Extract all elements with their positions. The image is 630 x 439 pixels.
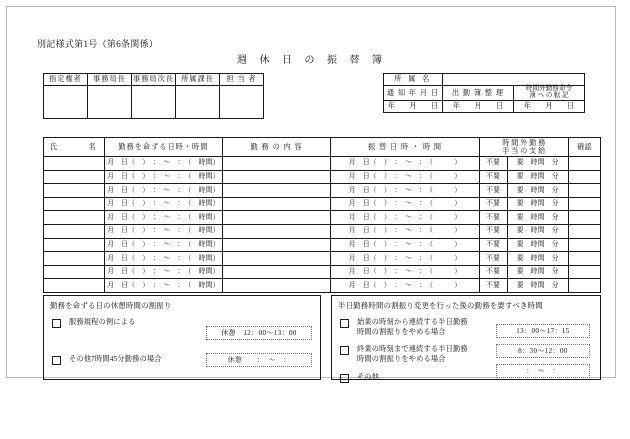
cell-order-datetime[interactable]: 月 日（ ） ： ～ ： （ 時間） xyxy=(105,265,222,279)
cell-employee-name[interactable] xyxy=(44,265,105,279)
checkbox-icon[interactable] xyxy=(340,346,349,355)
cell-confirm[interactable] xyxy=(568,184,600,198)
cell-allowance-not-required[interactable]: 不要 xyxy=(479,224,507,238)
break-time-title: 勤務を命ずる日の休憩時間の割振り xyxy=(50,301,172,310)
overtime-transfer-header xyxy=(514,86,585,101)
cell-allowance-required[interactable]: 要 時間 分 xyxy=(507,197,568,211)
cell-allowance-not-required[interactable]: 不要 xyxy=(479,184,507,198)
cell-allowance-required[interactable]: 要 時間 分 xyxy=(507,157,568,171)
halfday-option-2-value[interactable]: 8：30～12：00 xyxy=(496,344,590,358)
stamp-header-secretary-general: 事務局長 xyxy=(88,74,132,86)
stamp-header-designator: 指定権者 xyxy=(44,74,88,86)
stamp-cell-designator[interactable] xyxy=(44,86,88,119)
table-row[interactable] xyxy=(44,238,601,252)
cell-allowance-required[interactable]: 要 時間 分 xyxy=(507,238,568,252)
halfday-option-1-line2: 時間の割振りをやめる場合 xyxy=(357,327,446,336)
stamp-body-row xyxy=(44,86,264,119)
break-time-box xyxy=(43,295,321,380)
cell-confirm[interactable] xyxy=(568,238,600,252)
cell-confirm[interactable] xyxy=(568,224,600,238)
stamp-cell-deputy-secretary-general[interactable] xyxy=(132,86,176,119)
cell-substitute-datetime[interactable]: 月 日（ ） ： ～ ： （ ） xyxy=(331,211,479,225)
halfday-option-3-label: その他 xyxy=(357,372,380,381)
cell-confirm[interactable] xyxy=(568,279,600,293)
stamp-header-row xyxy=(44,74,264,86)
halfday-title: 半日勤務時間の割振り変更を行った後の勤務を要すべき時間 xyxy=(338,301,543,310)
cell-work-content[interactable] xyxy=(222,265,331,279)
cell-confirm[interactable] xyxy=(568,265,600,279)
cell-confirm[interactable] xyxy=(568,157,600,171)
halfday-option-2-label xyxy=(357,345,468,364)
cell-employee-name[interactable] xyxy=(44,279,105,293)
cell-allowance-not-required[interactable]: 不要 xyxy=(479,211,507,225)
table-row[interactable] xyxy=(44,252,601,266)
cell-allowance-not-required[interactable]: 不要 xyxy=(479,238,507,252)
header-employee-name: 氏 名 xyxy=(44,138,105,157)
cell-substitute-datetime[interactable]: 月 日（ ） ： ～ ： （ ） xyxy=(331,170,479,184)
cell-employee-name[interactable] xyxy=(44,238,105,252)
cell-employee-name[interactable] xyxy=(44,197,105,211)
cell-employee-name[interactable] xyxy=(44,211,105,225)
cell-allowance-required[interactable]: 要 時間 分 xyxy=(507,170,568,184)
halfday-option-1-label xyxy=(357,318,468,337)
cell-substitute-datetime[interactable]: 月 日（ ） ： ～ ： （ ） xyxy=(331,265,479,279)
cell-work-content[interactable] xyxy=(222,157,331,171)
cell-employee-name[interactable] xyxy=(44,170,105,184)
header-order-datetime: 勤務を命ずる日時・時間 xyxy=(105,138,222,157)
overtime-transfer-value[interactable]: 年 月 日 xyxy=(514,100,585,112)
cell-order-datetime[interactable]: 月 日（ ） ： ～ ： （ 時間） xyxy=(105,279,222,293)
substitution-records-table xyxy=(43,137,601,293)
cell-substitute-datetime[interactable]: 月 日（ ） ： ～ ： （ ） xyxy=(331,197,479,211)
stamp-cell-person-in-charge[interactable] xyxy=(220,86,264,119)
stamp-cell-secretary-general[interactable] xyxy=(88,86,132,119)
date-value-row xyxy=(384,100,585,112)
cell-order-datetime[interactable]: 月 日（ ） ： ～ ： （ 時間） xyxy=(105,224,222,238)
halfday-option-2-line2: 時間の割振りをやめる場合 xyxy=(357,355,446,364)
document-title: 週 休 日 の 振 替 簿 xyxy=(237,55,387,66)
affiliation-row xyxy=(384,74,585,86)
stamp-cell-section-chief[interactable] xyxy=(176,86,220,119)
cell-work-content[interactable] xyxy=(222,211,331,225)
cell-work-content[interactable] xyxy=(222,238,331,252)
cell-allowance-required[interactable]: 要 時間 分 xyxy=(507,279,568,293)
cell-order-datetime[interactable]: 月 日（ ） ： ～ ： （ 時間） xyxy=(105,197,222,211)
halfday-allocation-box xyxy=(331,295,601,380)
attendance-adjust-header: 出 勤 簿 整 理 xyxy=(443,86,514,101)
overtime-transfer-header-line2: 簿 へ の 転 記 xyxy=(529,91,569,99)
cell-confirm[interactable] xyxy=(568,197,600,211)
cell-work-content[interactable] xyxy=(222,197,331,211)
cell-work-content[interactable] xyxy=(222,224,331,238)
break-option-2-label: その他7時間45分勤務の場合 xyxy=(69,355,162,363)
attendance-adjust-value[interactable]: 年 月 日 xyxy=(443,100,514,112)
cell-confirm[interactable] xyxy=(568,170,600,184)
cell-substitute-datetime[interactable]: 月 日（ ） ： ～ ： （ ） xyxy=(331,252,479,266)
cell-allowance-not-required[interactable]: 不要 xyxy=(479,279,507,293)
cell-allowance-not-required[interactable]: 不要 xyxy=(479,197,507,211)
cell-employee-name[interactable] xyxy=(44,184,105,198)
stamp-header-person-in-charge: 担 当 者 xyxy=(220,74,264,86)
halfday-option-3-value[interactable]: ： ～ ： xyxy=(496,364,590,378)
cell-allowance-not-required[interactable]: 不要 xyxy=(479,157,507,171)
cell-allowance-required[interactable]: 要 時間 分 xyxy=(507,252,568,266)
header-substitute-datetime: 振 替 日 時 ・ 時 間 xyxy=(331,138,479,157)
stamp-header-deputy-secretary-general: 事務局次長 xyxy=(132,74,176,86)
cell-employee-name[interactable] xyxy=(44,252,105,266)
notice-date-value[interactable]: 年 月 日 xyxy=(384,100,443,112)
table-row[interactable] xyxy=(44,197,601,211)
date-header-row xyxy=(384,86,585,101)
cell-substitute-datetime[interactable]: 月 日（ ） ： ～ ： （ ） xyxy=(331,238,479,252)
notice-date-header: 通 知 年 月 日 xyxy=(384,86,443,101)
cell-allowance-required[interactable]: 要 時間 分 xyxy=(507,184,568,198)
cell-allowance-not-required[interactable]: 不要 xyxy=(479,170,507,184)
break-option-1-label: 服務規程の例による xyxy=(69,318,136,326)
cell-confirm[interactable] xyxy=(568,211,600,225)
checkbox-icon[interactable] xyxy=(52,319,61,328)
cell-employee-name[interactable] xyxy=(44,224,105,238)
table-row[interactable] xyxy=(44,224,601,238)
cell-substitute-datetime[interactable]: 月 日（ ） ： ～ ： （ ） xyxy=(331,279,479,293)
header-overtime-allowance xyxy=(479,138,568,157)
form-number: 別記様式第1号（第6条関係） xyxy=(37,39,159,49)
affiliation-label: 所 属 名 xyxy=(384,74,443,86)
cell-allowance-required[interactable]: 要 時間 分 xyxy=(507,224,568,238)
affiliation-value[interactable] xyxy=(443,74,585,86)
header-overtime-allowance-line1: 時 間 外 勤 務 xyxy=(502,138,546,147)
cell-confirm[interactable] xyxy=(568,252,600,266)
cell-order-datetime[interactable]: 月 日（ ） ： ～ ： （ 時間） xyxy=(105,252,222,266)
checkbox-icon[interactable] xyxy=(340,374,349,383)
table-row[interactable] xyxy=(44,265,601,279)
halfday-option-1-value[interactable]: 13：00～17：15 xyxy=(496,324,590,338)
affiliation-table xyxy=(383,73,585,113)
break-option-2-value[interactable]: 休憩 ： ～ ： xyxy=(206,353,312,367)
cell-allowance-required[interactable]: 要 時間 分 xyxy=(507,211,568,225)
cell-order-datetime[interactable]: 月 日（ ） ： ～ ： （ 時間） xyxy=(105,170,222,184)
cell-work-content[interactable] xyxy=(222,170,331,184)
stamp-header-section-chief: 所属課長 xyxy=(176,74,220,86)
cell-substitute-datetime[interactable]: 月 日（ ） ： ～ ： （ ） xyxy=(331,224,479,238)
checkbox-icon[interactable] xyxy=(52,356,61,365)
halfday-option-1-line1: 始業の時刻から連続する半日勤務 xyxy=(357,318,468,326)
table-row[interactable] xyxy=(44,170,601,184)
approval-stamp-table xyxy=(43,73,264,119)
main-table-body xyxy=(44,157,601,293)
table-row[interactable] xyxy=(44,279,601,293)
cell-allowance-not-required[interactable]: 不要 xyxy=(479,252,507,266)
halfday-option-2-line1: 終業の時刻まで連続する半日勤務 xyxy=(357,345,468,354)
cell-order-datetime[interactable]: 月 日（ ） ： ～ ： （ 時間） xyxy=(105,211,222,225)
cell-allowance-not-required[interactable]: 不要 xyxy=(479,265,507,279)
form-page xyxy=(6,6,616,381)
cell-order-datetime[interactable]: 月 日（ ） ： ～ ： （ 時間） xyxy=(105,238,222,252)
cell-substitute-datetime[interactable]: 月 日（ ） ： ～ ： （ ） xyxy=(331,184,479,198)
cell-order-datetime[interactable]: 月 日（ ） ： ～ ： （ 時間） xyxy=(105,184,222,198)
header-overtime-allowance-line2: 手 当 の 支 給 xyxy=(502,147,546,155)
cell-allowance-required[interactable]: 要 時間 分 xyxy=(507,265,568,279)
table-row[interactable] xyxy=(44,211,601,225)
main-header-row xyxy=(44,138,601,157)
checkbox-icon[interactable] xyxy=(340,319,349,328)
header-confirm: 確認 xyxy=(568,138,600,157)
table-row[interactable] xyxy=(44,184,601,198)
break-option-1-value[interactable]: 休憩 12：00～13：00 xyxy=(206,326,312,340)
overtime-transfer-header-line1: 時間外勤務命令 xyxy=(525,85,573,92)
cell-work-content[interactable] xyxy=(222,279,331,293)
header-work-content: 勤 務 の 内 容 xyxy=(222,138,331,157)
cell-substitute-datetime[interactable]: 月 日（ ） ： ～ ： （ ） xyxy=(331,157,479,171)
cell-work-content[interactable] xyxy=(222,252,331,266)
cell-work-content[interactable] xyxy=(222,184,331,198)
cell-employee-name[interactable] xyxy=(44,157,105,171)
table-row[interactable] xyxy=(44,157,601,171)
cell-order-datetime[interactable]: 月 日（ ） ： ～ ： （ 時間） xyxy=(105,157,222,171)
